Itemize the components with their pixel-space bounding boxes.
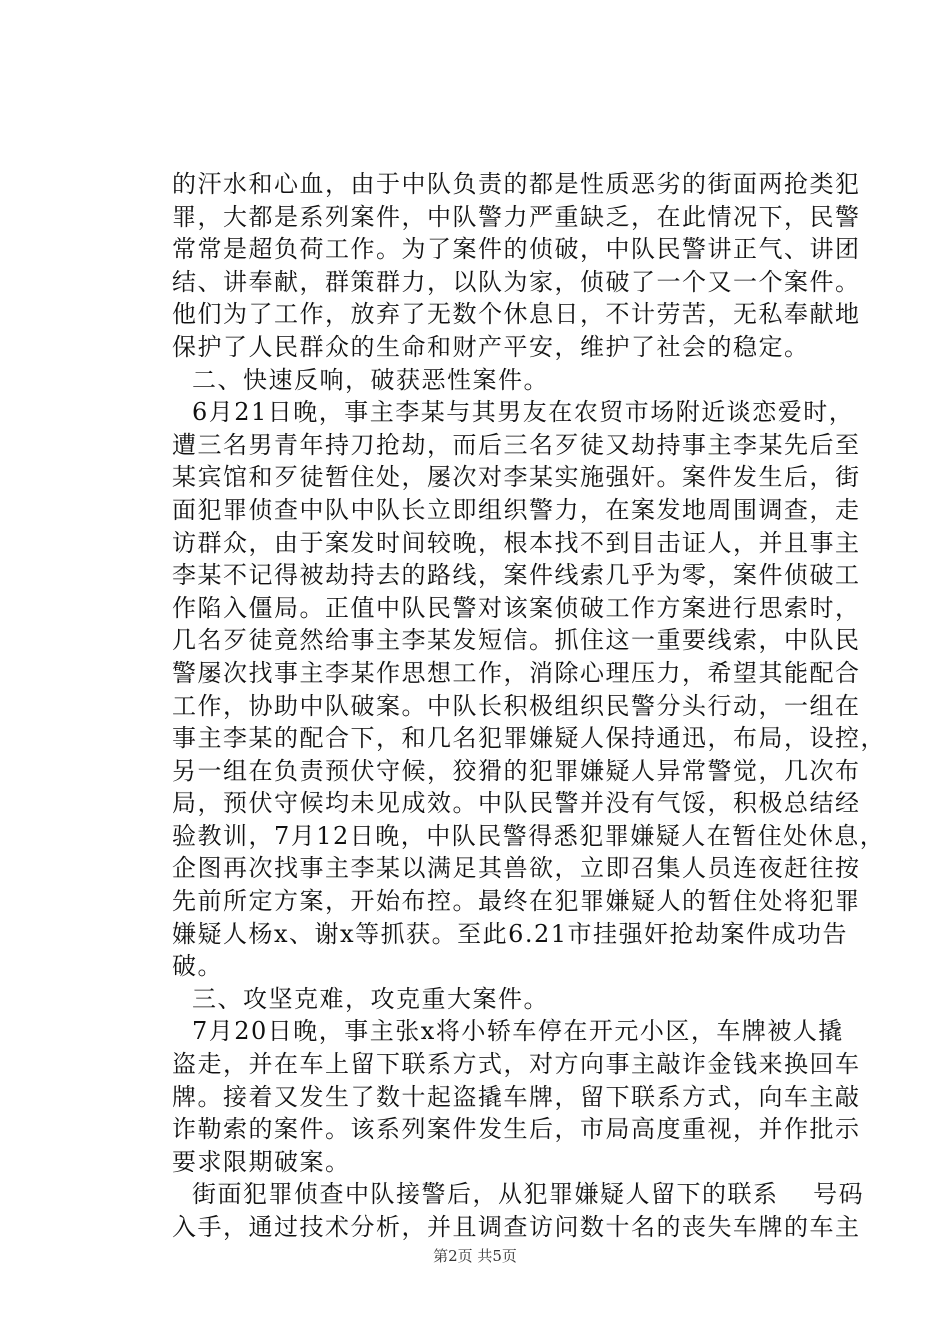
text-line: 嫌疑人杨x、谢x等抓获。至此6.21市挂强奸抢劫案件成功告 — [172, 919, 849, 948]
text-line: 某宾馆和歹徒暂住处，屡次对李某实施强奸。案件发生后，街 — [172, 463, 861, 492]
text-line: 诈勒索的案件。该系列案件发生后，市局高度重视，并作批示 — [172, 1115, 861, 1144]
text-line: 罪，大都是系列案件，中队警力严重缺乏，在此情况下，民警 — [172, 202, 861, 231]
text-line: 破。 — [172, 952, 223, 981]
text-line: 盗走，并在车上留下联系方式，对方向事主敲诈金钱来换回车 — [172, 1050, 861, 1079]
text-line: 作陷入僵局。正值中队民警对该案侦破工作方案进行思索时， — [172, 593, 861, 622]
text-line: 7月20日晚，事主张x将小轿车停在开元小区，车牌被人撬 — [192, 1017, 844, 1046]
text-line: 的汗水和心血，由于中队负责的都是性质恶劣的街面两抢类犯 — [172, 170, 861, 198]
text-line: 保护了人民群众的生命和财产平安，维护了社会的稳定。 — [172, 332, 810, 361]
text-line: 街面犯罪侦查中队接警后，从犯罪嫌疑人留下的联系 号码 — [192, 1180, 865, 1209]
text-line: 工作，协助中队破案。中队长积极组织民警分头行动，一组在 — [172, 691, 861, 720]
text-line: 企图再次找事主李某以满足其兽欲，立即召集人员连夜赶往按 — [172, 854, 861, 883]
text-line: 警屡次找事主李某作思想工作，消除心理压力，希望其能配合 — [172, 658, 861, 687]
text-line: 李某不记得被劫持去的路线，案件线索几乎为零，案件侦破工 — [172, 561, 861, 590]
text-line: 面犯罪侦查中队中队长立即组织警力，在案发地周围调查，走 — [172, 495, 861, 524]
text-line: 访群众，由于案发时间较晚，根本找不到目击证人，并且事主 — [172, 528, 861, 557]
text-line: 要求限期破案。 — [172, 1147, 351, 1176]
text-line: 三、攻坚克难，攻克重大案件。 — [192, 984, 549, 1013]
document-body — [172, 168, 886, 1244]
page-number-footer: 第2页 共5页 — [433, 1247, 517, 1265]
text-line: 结、讲奉献，群策群力，以队为家，侦破了一个又一个案件。 — [172, 267, 861, 296]
text-line: 另一组在负责预伏守候，狡猾的犯罪嫌疑人异常警觉，几次布 — [172, 756, 861, 785]
text-line: 先前所定方案，开始布控。最终在犯罪嫌疑人的暂住处将犯罪 — [172, 887, 861, 916]
text-line: 验教训，7月12日晚，中队民警得悉犯罪嫌疑人在暂住处休息， — [172, 821, 886, 850]
text-line: 几名歹徒竟然给事主李某发短信。抓住这一重要线索，中队民 — [172, 626, 861, 655]
text-line: 牌。接着又发生了数十起盗撬车牌，留下联系方式，向车主敲 — [172, 1082, 861, 1111]
text-line: 局，预伏守候均未见成效。中队民警并没有气馁，积极总结经 — [172, 789, 861, 818]
text-line: 入手，通过技术分析，并且调查访问数十名的丧失车牌的车主 — [172, 1213, 861, 1241]
text-line: 6月21日晚，事主李某与其男友在农贸市场附近谈恋爱时， — [192, 398, 855, 427]
text-line: 他们为了工作，放弃了无数个休息日，不计劳苦，无私奉献地 — [172, 300, 861, 329]
text-line: 二、快速反响，破获恶性案件。 — [192, 365, 549, 394]
text-line: 常常是超负荷工作。为了案件的侦破，中队民警讲正气、讲团 — [172, 235, 861, 264]
text-line: 遭三名男青年持刀抢劫，而后三名歹徒又劫持事主李某先后至 — [172, 430, 861, 459]
text-line: 事主李某的配合下，和几名犯罪嫌疑人保持通迅，布局，设控， — [172, 724, 886, 753]
